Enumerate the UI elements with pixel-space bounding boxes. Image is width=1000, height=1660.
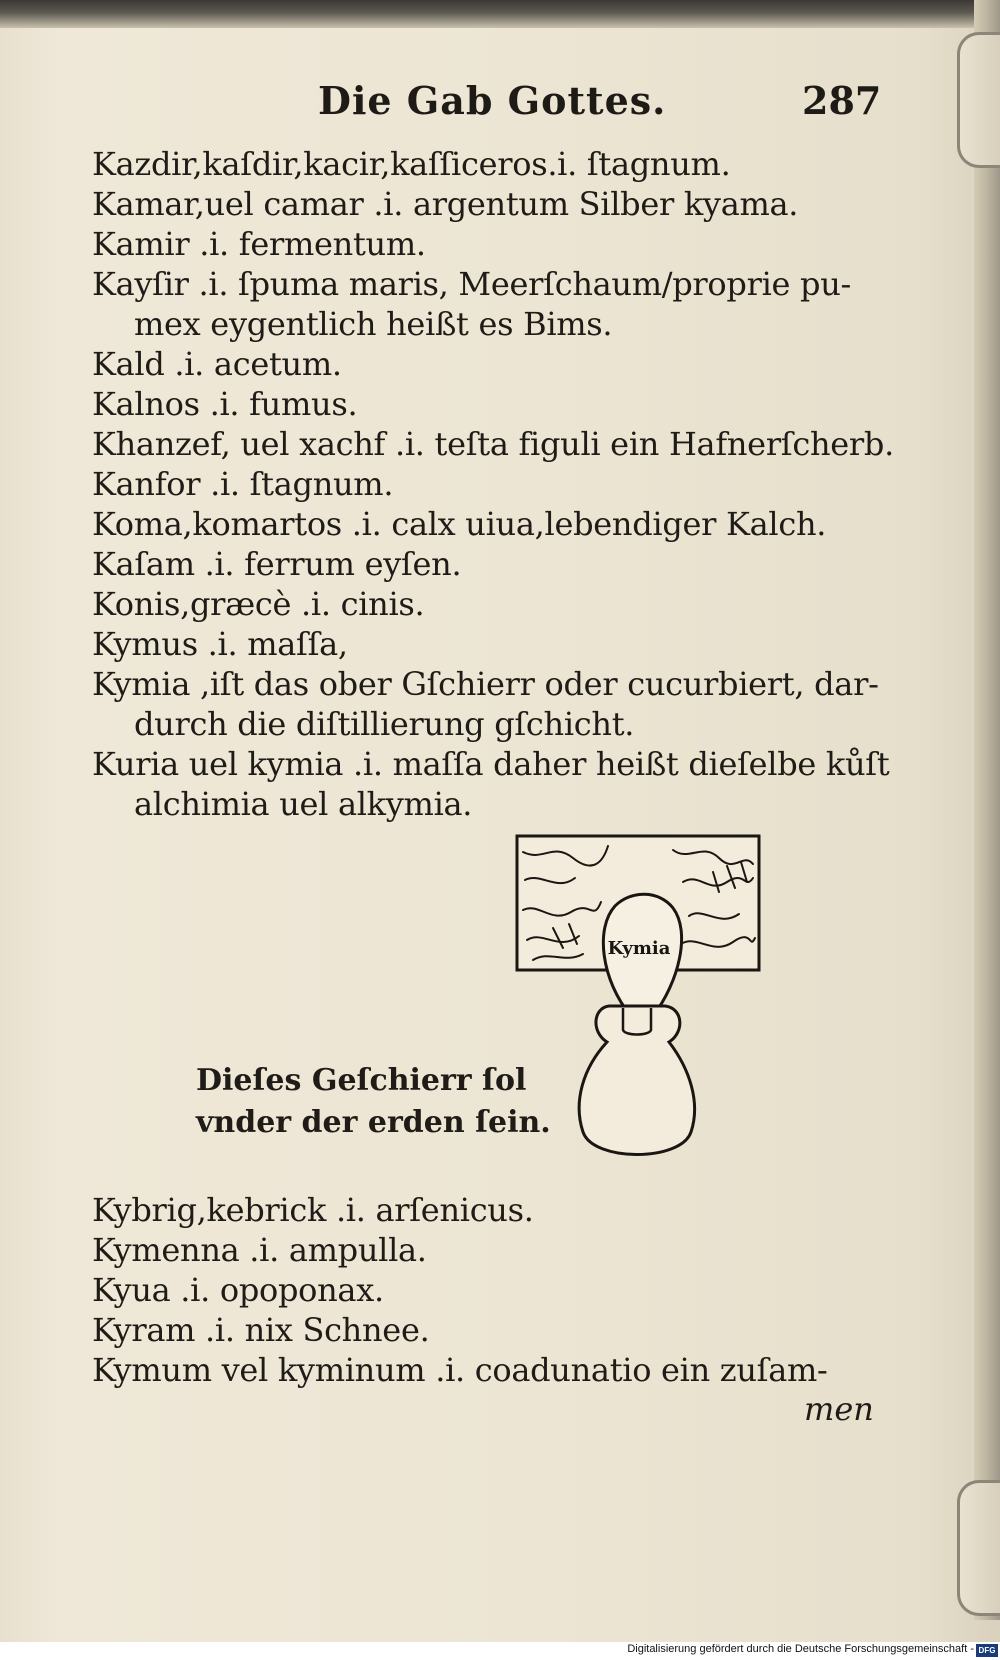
glossary-entry: Koma,komartos .i. calx uiua,lebendiger Kalch. xyxy=(92,505,827,543)
glossary-entry: Kuria uel kymia .i. maſſa daher heißt dieſelbe kůſt alchimia uel alkymia. xyxy=(92,745,890,823)
glossary-entry: Khanzef, uel xachf .i. teſta figuli ein Hafnerſcherb. xyxy=(92,425,894,463)
glossary-entry: Kaſam .i. ferrum eyſen. xyxy=(92,545,462,583)
glossary-entries-continued xyxy=(92,1190,892,1390)
glossary-entry: Kymus .i. maſſa, xyxy=(92,625,348,663)
glossary-entry: Kalnos .i. fumus. xyxy=(92,385,358,423)
running-title: Die Gab Gottes. xyxy=(318,78,667,123)
woodcut-caption xyxy=(196,1060,556,1144)
glossary-entry: Kazdir,kaſdir,kacir,kaſſiceros.i. ſtagnum. xyxy=(92,145,731,183)
page-number: 287 xyxy=(802,78,882,123)
clasp-bottom xyxy=(957,1480,1000,1616)
glossary-entry: Kymenna .i. ampulla. xyxy=(92,1231,427,1269)
glossary-entry: Kyram .i. nix Schnee. xyxy=(92,1311,430,1349)
glossary-entry: Kybrig,kebrick .i. arſenicus. xyxy=(92,1191,534,1229)
page-header xyxy=(0,78,1000,134)
glossary-entry: Kanfor .i. ſtagnum. xyxy=(92,465,394,503)
caption-line: vnder der erden ſein. xyxy=(196,1105,551,1140)
caption-line: Dieſes Geſchierr ſol xyxy=(196,1063,527,1098)
woodcut-label: Kymia xyxy=(607,938,671,959)
glossary-entry: Kayſir .i. ſpuma maris, Meerſchaum/proprie pu- mex eygentlich heißt es Bims. xyxy=(92,265,852,343)
book-top-edge xyxy=(0,0,1000,28)
glossary-entries xyxy=(92,144,892,824)
glossary-entry: Kald .i. acetum. xyxy=(92,345,342,383)
footer-credit: Digitalisierung gefördert durch die Deutsche Forschungsgemeinschaft - xyxy=(627,1643,974,1655)
dfg-logo: DFG xyxy=(976,1644,998,1657)
glossary-entry: Kamir .i. fermentum. xyxy=(92,225,426,263)
glossary-entry: Kyua .i. opoponax. xyxy=(92,1271,384,1309)
glossary-entry: Kamar,uel camar .i. argentum Silber kyama. xyxy=(92,185,799,223)
glossary-entry: Kymum vel kyminum .i. coadunatio ein zuſam- xyxy=(92,1351,828,1389)
glossary-entry: Kymia ,iſt das ober Gſchierr oder cucurbiert, dar- durch die diſtillierung gſchicht. xyxy=(92,665,879,743)
digitization-footer xyxy=(0,1642,1000,1660)
glossary-entry: Konis,græcè .i. cinis. xyxy=(92,585,425,623)
catchword: men xyxy=(804,1390,874,1428)
book-fore-edge xyxy=(974,0,1000,1620)
